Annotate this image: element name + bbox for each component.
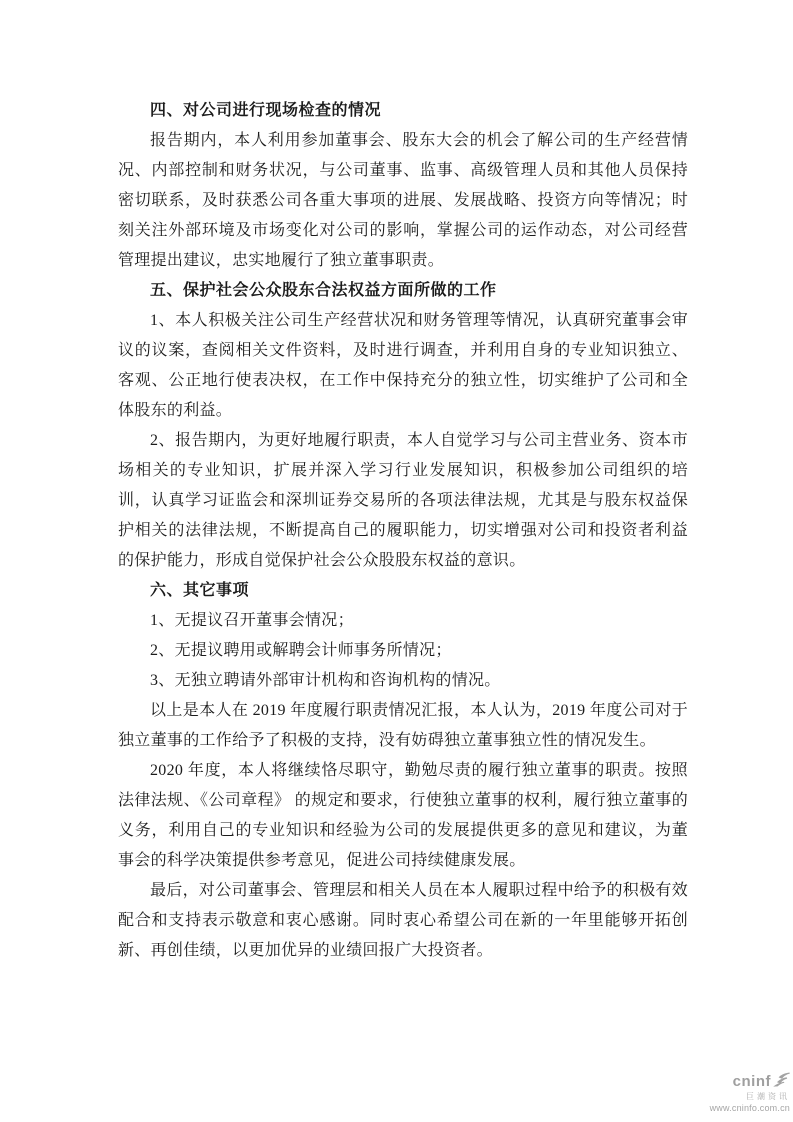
cninfo-wordmark: cninf <box>732 1073 771 1090</box>
paragraph: 2、报告期内，为更好地履行职责，本人自觉学习与公司主营业务、资本市场相关的专业知识，扩展并深入学习行业发展知识，积极参加公司组织的培训，认真学习证监会和深圳证券交易所的各项法律法规，尤其是与股东权益保护相关的法律法规，不断提高自己的履职能力，切实增强对公司和投资者利益的保护能力，形成自觉保护社会公众股股东权益的意识。 <box>118 432 688 569</box>
paragraph: 2020 年度，本人将继续恪尽职守，勤勉尽责的履行独立董事的职责。按照法律法规、《公司章程》 的规定和要求，行使独立董事的权利，履行独立董事的义务，利用自己的专业知识和经验为公司的发展提供更多的意见和建议，为董事会的科学决策提供参考意见，促进公司持续健康发展。 <box>118 762 688 869</box>
cninfo-logo-row <box>710 1072 790 1091</box>
list-item: 1、无提议召开董事会情况； <box>150 612 354 629</box>
cninfo-url: www.cninfo.com.cn <box>709 1103 790 1113</box>
section-heading-5: 五、保护社会公众股东合法权益方面所做的工作 <box>150 282 497 299</box>
cninfo-swirl-icon <box>773 1072 790 1091</box>
paragraph: 以上是本人在 2019 年度履行职责情况汇报，本人认为，2019 年度公司对于独立董事的工作给予了积极的支持，没有妨碍独立董事独立性的情况发生。 <box>118 702 688 749</box>
cninfo-watermark <box>710 1072 790 1113</box>
paragraph: 报告期内，本人利用参加董事会、股东大会的机会了解公司的生产经营情况、内部控制和财务状况，与公司董事、监事、高级管理人员和其他人员保持密切联系，及时获悉公司各重大事项的进展、发展战略、投资方向等情况；时刻关注外部环境及市场变化对公司的影响，掌握公司的运作动态，对公司经营管理提出建议，忠实地履行了独立董事职责。 <box>118 132 688 269</box>
section-heading-4: 四、对公司进行现场检查的情况 <box>150 102 382 119</box>
paragraph: 1、本人积极关注公司生产经营状况和财务管理等情况，认真研究董事会审议的议案，查阅相关文件资料，及时进行调查，并利用自身的专业知识独立、客观、公正地行使表决权，在工作中保持充分的独立性，切实维护了公司和全体股东的利益。 <box>118 312 688 419</box>
section-heading-6: 六、其它事项 <box>150 582 250 599</box>
document-body <box>118 96 688 966</box>
cninfo-brand-cn: 巨潮资讯 <box>746 1092 790 1101</box>
list-item: 2、无提议聘用或解聘会计师事务所情况； <box>150 642 452 659</box>
paragraph: 最后，对公司董事会、管理层和相关人员在本人履职过程中给予的积极有效配合和支持表示敬意和衷心感谢。同时衷心希望公司在新的一年里能够开拓创新、再创佳绩，以更加优异的业绩回报广大投资者。 <box>118 882 688 959</box>
list-item: 3、无独立聘请外部审计机构和咨询机构的情况。 <box>150 672 501 689</box>
